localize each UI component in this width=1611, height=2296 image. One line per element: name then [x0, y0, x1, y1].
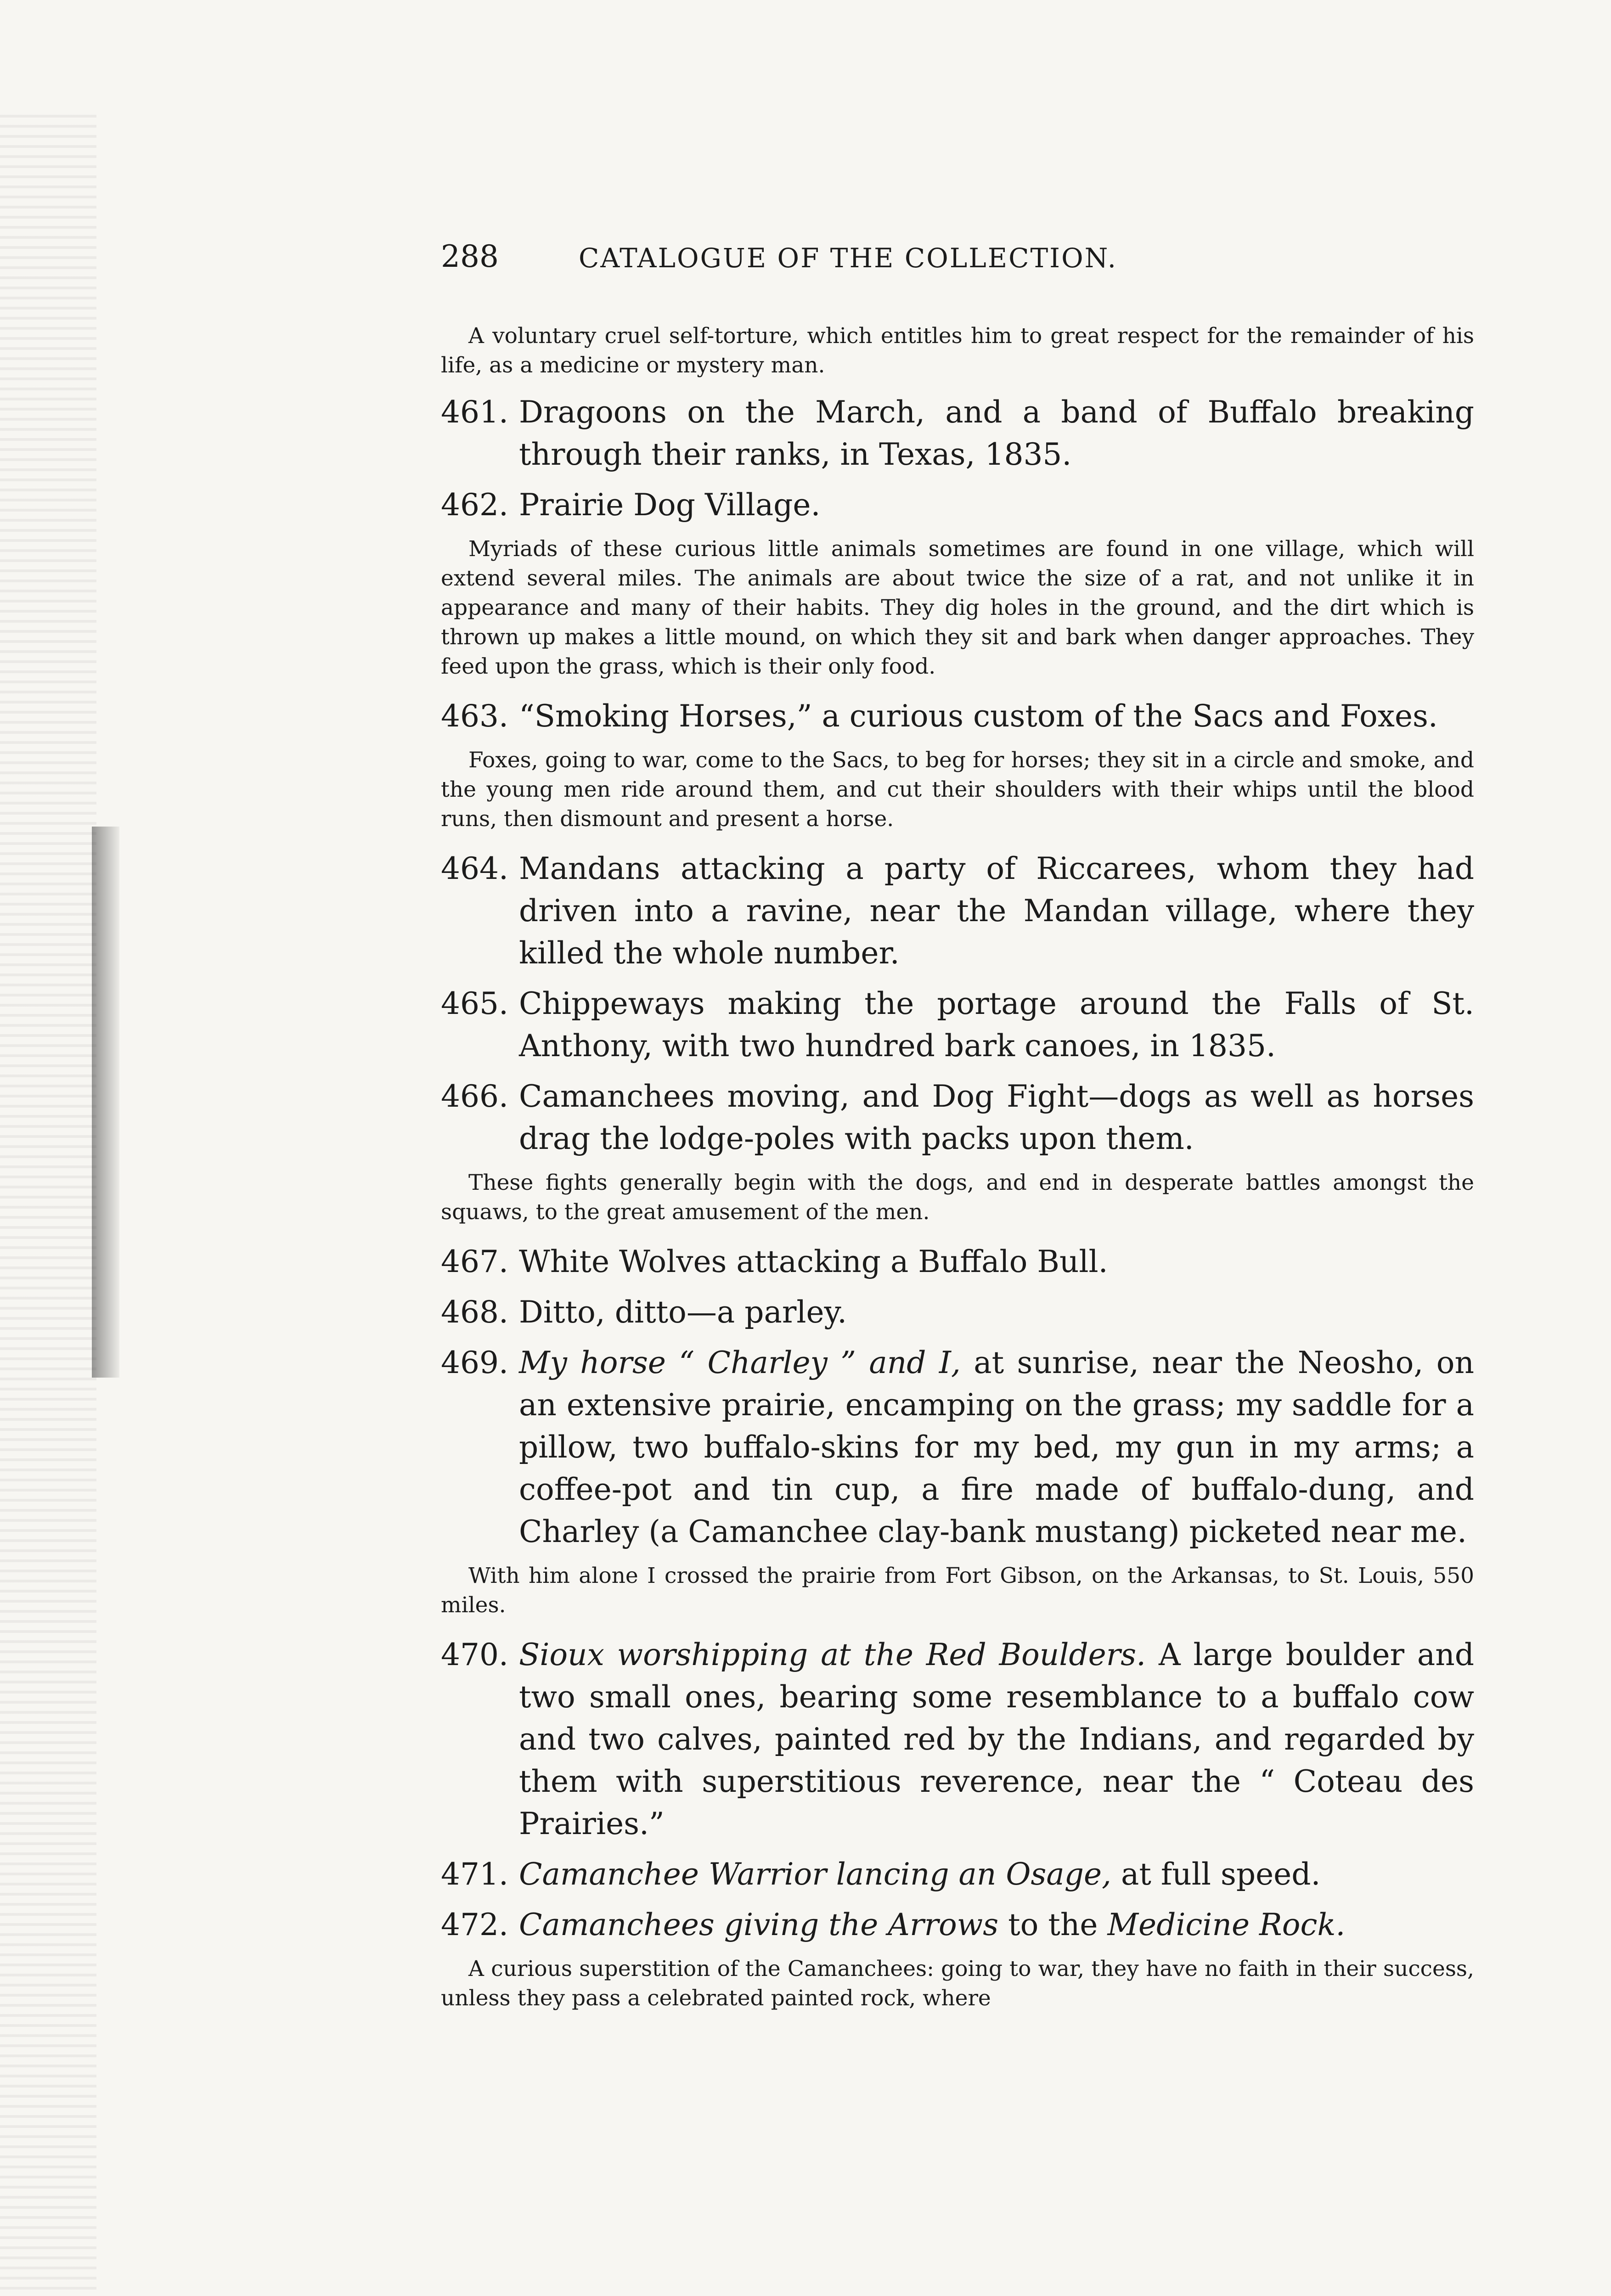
- entry-468: [441, 1291, 1474, 1334]
- entry-text: Ditto, ditto—a parley.: [519, 1294, 847, 1330]
- entry-text: Camanchees moving, and Dog Fight—dogs as well as horses drag the lodge-poles with packs upon them.: [519, 1079, 1474, 1156]
- entry-text-rest: A large boulder and two small ones, bearing some resemblance to a buffalo cow and two calves, painted red by the Indians, and regarded by them with superstitious reverence, near the “ Coteau des Prairies.”: [519, 1637, 1474, 1841]
- page-number: 288: [441, 239, 499, 274]
- entry-italic-title: My horse “ Charley ” and I,: [519, 1345, 961, 1380]
- entry-italic-title: Camanchee Warrior lancing an Osage,: [519, 1857, 1111, 1892]
- entry-465: [441, 983, 1474, 1067]
- entry-466: [441, 1075, 1474, 1227]
- entry-text: White Wolves attacking a Buffalo Bull.: [519, 1244, 1108, 1279]
- entry-471: [441, 1853, 1474, 1896]
- entry-text: [519, 1904, 1474, 1946]
- entry-number: 463.: [441, 698, 508, 734]
- entry-text: Chippeways making the portage around the Falls of St. Anthony, with two hundred bark canoes, in 1835.: [519, 986, 1474, 1064]
- entry-number: 465.: [441, 986, 508, 1021]
- entry-text: Prairie Dog Village.: [519, 487, 821, 523]
- entry-462: [441, 484, 1474, 681]
- entry-text-rest: to the: [998, 1907, 1108, 1942]
- entry-number: 462.: [441, 487, 508, 523]
- scan-edge-noise: [0, 115, 96, 2296]
- entry-469: [441, 1342, 1474, 1620]
- scan-edge-shadow: [92, 827, 119, 1378]
- entry-text: Dragoons on the March, and a band of Buffalo breaking through their ranks, in Texas, 1835.: [519, 394, 1474, 472]
- entry-470: [441, 1634, 1474, 1845]
- entry-note: A curious superstition of the Camanchees: going to war, they have no faith in their success, unless they pass a celebrated painted rock, where: [441, 1956, 1474, 2011]
- entry-text-rest: at sunrise, near the Neosho, on an extensive prairie, encamping on the grass; my saddle for a pillow, two buffalo-skins for my bed, my gun in my arms; a coffee-pot and tin cup, a fire made of buffalo-dung, and Charley (a Camanchee clay-bank mustang) picketed near me.: [519, 1345, 1474, 1549]
- entry-italic-title-2: Medicine Rock.: [1107, 1907, 1346, 1942]
- entry-number: 468.: [441, 1294, 508, 1330]
- entry-467: [441, 1241, 1474, 1283]
- entry-note: Myriads of these curious little animals sometimes are found in one village, which will extend several miles. The animals are about twice the size of a rat, and not unlike it in appearance and many of their habits. They dig holes in the ground, and the dirt which is thrown up makes a little mound, on which they sit and bark when danger approaches. They feed upon the grass, which is their only food.: [441, 536, 1474, 679]
- running-head: [441, 239, 1474, 289]
- entry-text: [519, 1342, 1474, 1553]
- entry-number: 461.: [441, 394, 508, 430]
- entry-note: With him alone I crossed the prairie from Fort Gibson, on the Arkansas, to St. Louis, 550 miles.: [441, 1563, 1474, 1618]
- entry-463: [441, 695, 1474, 834]
- entry-461: [441, 391, 1474, 476]
- entry-number: 464.: [441, 851, 508, 886]
- entry-number: 472.: [441, 1907, 508, 1942]
- entry-number: 467.: [441, 1244, 508, 1279]
- entry-note: Foxes, going to war, come to the Sacs, to beg for horses; they sit in a circle and smoke, and the young men ride around them, and cut their shoulders with their whips until the blood runs, then dismount and present a horse.: [441, 748, 1474, 832]
- entry-number: 470.: [441, 1637, 508, 1672]
- entry-text: “Smoking Horses,” a curious custom of the Sacs and Foxes.: [519, 698, 1438, 734]
- intro-note: A voluntary cruel self-torture, which entitles him to great respect for the remainder of his life, as a medicine or mystery man.: [441, 323, 1474, 378]
- entry-note: These fights generally begin with the dogs, and end in desperate battles amongst the squaws, to the great amusement of the men.: [441, 1170, 1474, 1225]
- entry-number: 471.: [441, 1857, 508, 1892]
- entry-text: Mandans attacking a party of Riccarees, whom they had driven into a ravine, near the Mandan village, where they killed the whole number.: [519, 851, 1474, 971]
- entry-number: 469.: [441, 1345, 508, 1380]
- page-body: [441, 239, 1474, 2027]
- running-title: CATALOGUE OF THE COLLECTION.: [579, 242, 1118, 274]
- entry-text: [519, 1853, 1474, 1896]
- entry-number: 466.: [441, 1079, 508, 1114]
- entry-464: [441, 848, 1474, 974]
- entry-text-rest: at full speed.: [1111, 1857, 1321, 1892]
- entry-472: [441, 1904, 1474, 2013]
- entry-italic-title: Camanchees giving the Arrows: [519, 1907, 999, 1942]
- entry-text: [519, 1634, 1474, 1845]
- entry-italic-title: Sioux worshipping at the Red Boulders.: [519, 1637, 1146, 1672]
